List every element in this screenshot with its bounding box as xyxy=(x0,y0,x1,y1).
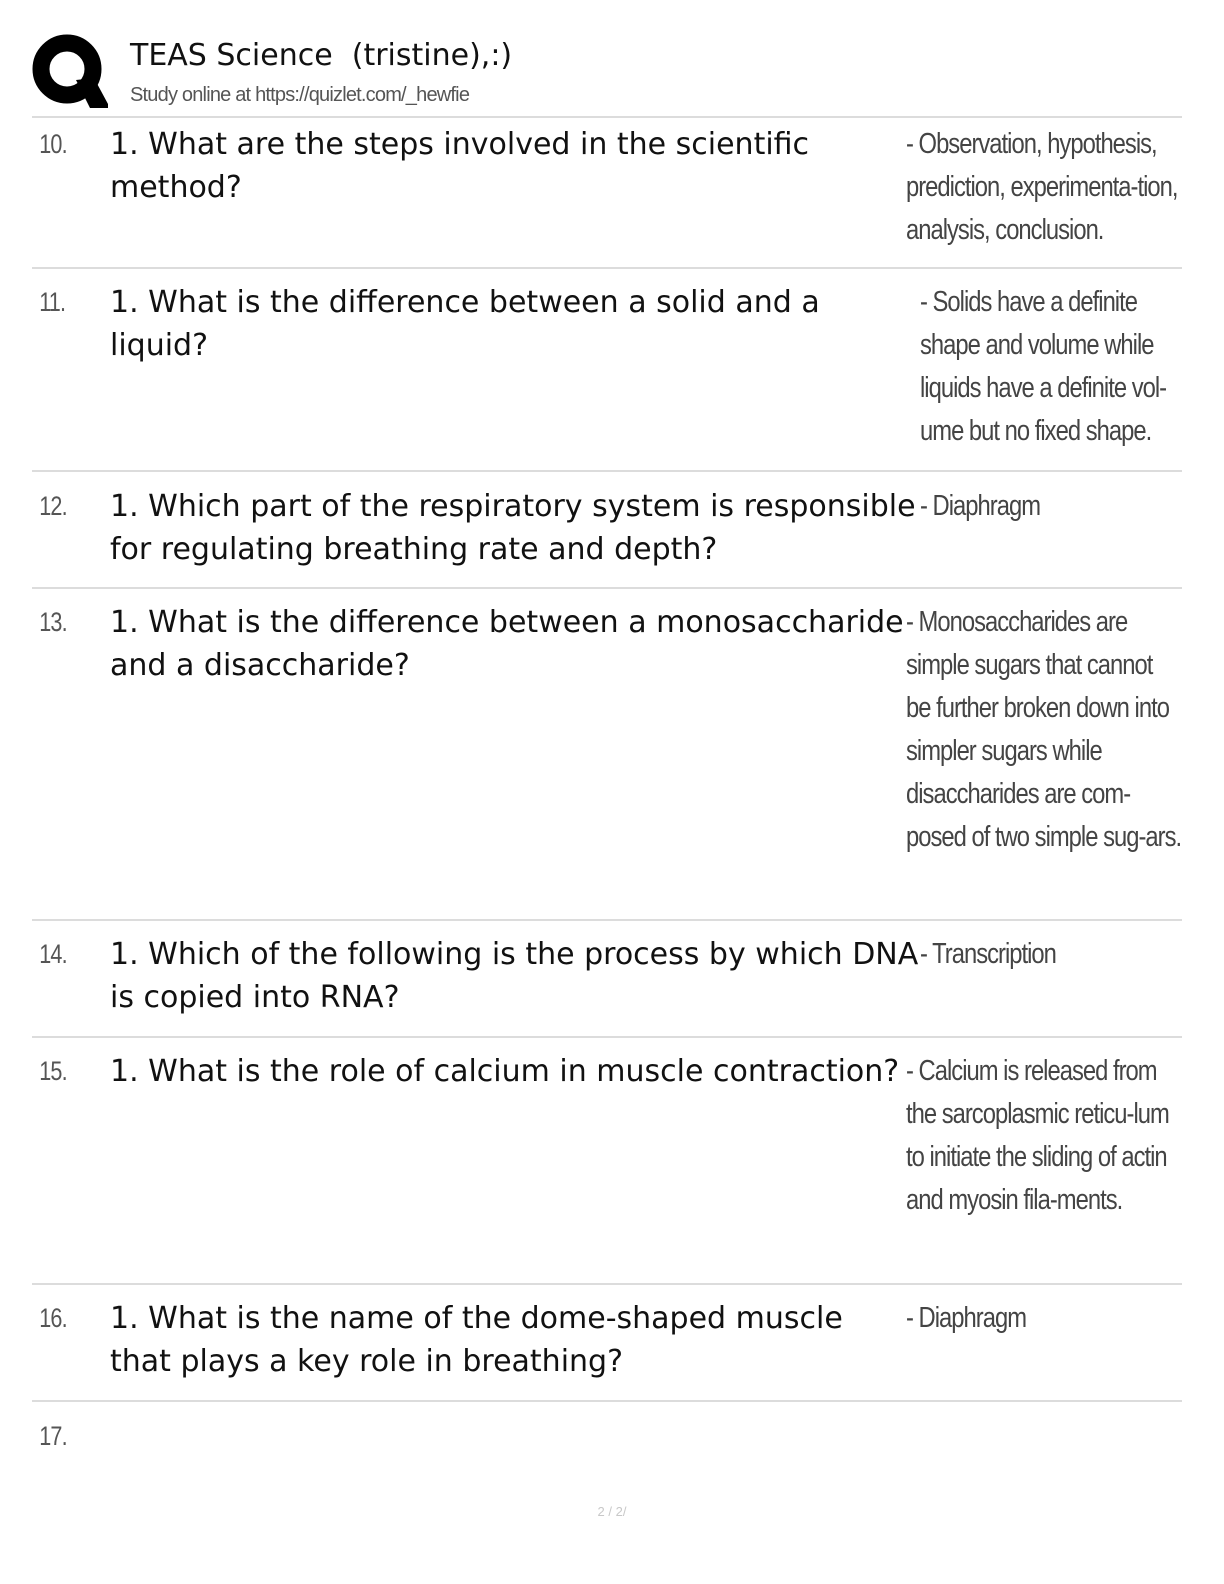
page-title: TEAS Science (tristine),:) xyxy=(130,38,513,73)
card-question: 1. What is the role of calcium in muscle contraction? xyxy=(110,1054,900,1089)
card-answer: - Monosaccharides are simple sugars that cannot be further broken down into simpler sugars while disaccharides are com-posed of two simple sug-ars. xyxy=(906,606,1182,853)
flashcard-row xyxy=(32,118,1182,269)
card-number: 14. xyxy=(39,939,67,969)
card-answer: - Solids have a definite shape and volume while liquids have a definite vol-ume but no fixed shape. xyxy=(920,286,1167,447)
page-header xyxy=(32,30,1182,116)
card-answer: - Diaphragm xyxy=(906,1302,1027,1334)
card-number: 13. xyxy=(39,607,67,637)
flashcard-row xyxy=(32,1402,1182,1472)
card-answer: - Observation, hypothesis, prediction, experimenta-tion, analysis, conclusion. xyxy=(906,128,1178,246)
card-number: 11. xyxy=(39,287,66,317)
card-number: 16. xyxy=(39,1303,67,1333)
card-number: 17. xyxy=(39,1421,67,1451)
card-question: 1. What is the difference between a monosaccharide and a disaccharide? xyxy=(110,605,904,683)
card-question xyxy=(110,1415,906,1472)
flashcard-row xyxy=(32,472,1182,589)
quizlet-q-logo-icon xyxy=(32,34,108,110)
card-question: 1. Which of the following is the process by which DNA is copied into RNA? xyxy=(110,937,919,1015)
card-number: 10. xyxy=(39,129,67,159)
flashcard-row xyxy=(32,269,1182,472)
card-number: 12. xyxy=(39,491,67,521)
flashcard-list xyxy=(32,118,1182,1472)
flashcard-row xyxy=(32,1038,1182,1285)
card-question: 1. Which part of the respiratory system is responsible for regulating breathing rate and depth? xyxy=(110,489,916,567)
card-question: 1. What is the difference between a solid and a liquid? xyxy=(110,285,820,363)
card-number: 15. xyxy=(39,1056,67,1086)
flashcard-row xyxy=(32,921,1182,1038)
card-answer: - Diaphragm xyxy=(920,490,1041,522)
card-question: 1. What are the steps involved in the scientific method? xyxy=(110,127,810,205)
flashcard-row xyxy=(32,1285,1182,1402)
card-question: 1. What is the name of the dome-shaped muscle that plays a key role in breathing? xyxy=(110,1301,843,1379)
study-online-link[interactable]: Study online at https://quizlet.com/_hewfie xyxy=(130,84,470,106)
page-indicator: 2 / 2/ xyxy=(597,1504,627,1519)
card-answer: - Calcium is released from the sarcoplasmic reticu-lum to initiate the sliding of actin and myosin fila-ments. xyxy=(906,1055,1169,1216)
flashcard-row xyxy=(32,589,1182,921)
card-answer: - Transcription xyxy=(920,938,1056,970)
